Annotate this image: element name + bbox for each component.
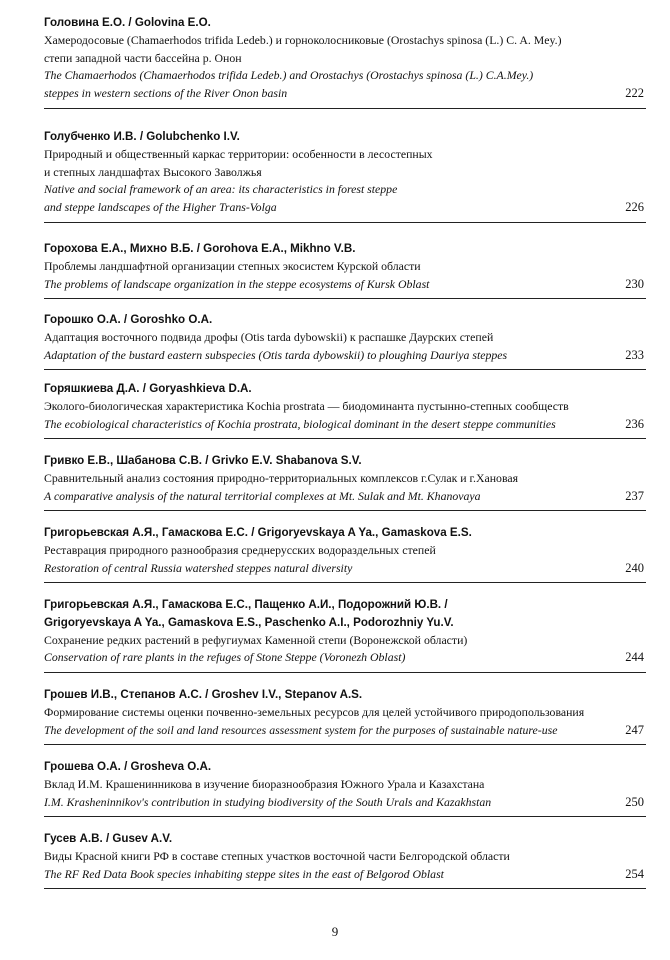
- toc-entry: [44, 14, 646, 109]
- entry-title-ru: Сохранение редких растений в рефугиумах Каменной степи (Воронежской области): [44, 632, 468, 647]
- entry-title-en: Native and social framework of an area: its characteristics in forest steppe: [44, 182, 398, 197]
- toc-entry: [44, 758, 646, 817]
- entry-title-en: steppes in western sections of the River Onon basin: [44, 86, 288, 101]
- toc-entry: [44, 311, 646, 370]
- entry-page-number: 240: [625, 560, 644, 575]
- entry-page-number: 222: [625, 86, 644, 101]
- entry-title-ru: Сравнительный анализ состояния природно-территориальных комплексов г.Сулак и г.Хановая: [44, 470, 519, 485]
- entry-title-en: The development of the soil and land resources assessment system for the purposes of sustainable nature-use: [44, 722, 558, 737]
- toc-entry: [44, 524, 646, 583]
- entry-page-number: 230: [625, 276, 644, 291]
- toc-entry: [44, 128, 646, 223]
- entry-title-en: Restoration of central Russia watershed steppes natural diversity: [44, 560, 353, 575]
- entry-title-en: I.M. Krasheninnikov's contribution in studying biodiversity of the South Urals and Kazakhstan: [44, 794, 492, 809]
- entry-authors: Грошева О.А. / Grosheva O.A.: [44, 760, 212, 773]
- entry-authors: Голубченко И.В. / Golubchenko I.V.: [44, 130, 240, 143]
- entry-page-number: 237: [625, 488, 644, 503]
- entry-page-number: 244: [625, 650, 644, 665]
- entry-title-ru: и степных ландшафтах Высокого Заволжья: [44, 164, 262, 179]
- toc-entry: [44, 452, 646, 511]
- entry-title-ru: Формирование системы оценки почвенно-земельных ресурсов для целей устойчивого природопользования: [44, 704, 585, 719]
- entry-authors: Грошев И.В., Степанов А.С. / Groshev I.V., Stepanov A.S.: [44, 688, 363, 701]
- entry-authors: Гусев А.В. / Gusev A.V.: [44, 832, 173, 845]
- entry-title-ru: Адаптация восточного подвида дрофы (Otis tarda dybowskii) к распашке Даурских степей: [44, 329, 494, 344]
- toc-entry: [44, 830, 646, 889]
- entry-page-number: 247: [625, 722, 644, 737]
- entry-authors: Григорьевская А.Я., Гамаскова Е.С., Пащенко А.И., Подорожний Ю.В. /: [44, 598, 448, 611]
- entry-title-en: The RF Red Data Book species inhabiting steppe sites in the east of Belgorod Oblast: [44, 866, 444, 881]
- entry-title-ru: Реставрация природного разнообразия среднерусских водораздельных степей: [44, 542, 436, 557]
- toc-entry: [44, 596, 646, 673]
- toc-entry: [44, 240, 646, 299]
- entry-title-en: The Chamaerhodos (Chamaerhodos trifida Ledeb.) and Orostachys (Orostachys spinosa (L.) C.A.Mey.): [44, 68, 534, 83]
- entry-title-ru: Эколого-биологическая характеристика Kochia prostrata — биодоминанта пустынно-степных сообществ: [44, 398, 569, 413]
- entry-title-en: The ecobiological characteristics of Kochia prostrata, biological dominant in the desert steppe communities: [44, 416, 556, 431]
- entry-title-ru: Природный и общественный каркас территории: особенности в лесостепных: [44, 146, 433, 161]
- entry-title-ru: Хамеродосовые (Chamaerhodos trifida Ledeb.) и горноколосниковые (Orostachys spinosa (L.) C. A. Mey.): [44, 32, 562, 47]
- page-number-footer: 9: [331, 924, 339, 939]
- entry-authors: Горохова Е.А., Михно В.Б. / Gorohova E.A., Mikhno V.B.: [44, 242, 356, 255]
- entry-page-number: 233: [625, 347, 644, 362]
- entry-title-en: and steppe landscapes of the Higher Trans-Volga: [44, 200, 277, 215]
- entry-page-number: 226: [625, 200, 644, 215]
- toc-entry: [44, 380, 646, 439]
- entry-authors: Горяшкиева Д.А. / Goryashkieva D.A.: [44, 382, 252, 395]
- entry-authors: Гривко Е.В., Шабанова С.В. / Grivko E.V. Shabanova S.V.: [44, 454, 362, 467]
- entry-title-ru: степи западной части бассейна р. Онон: [44, 50, 242, 65]
- entry-title-en: Conservation of rare plants in the refuges of Stone Steppe (Voronezh Oblast): [44, 650, 406, 665]
- entry-page-number: 250: [625, 794, 644, 809]
- entry-title-ru: Вклад И.М. Крашенинникова в изучение биоразнообразия Южного Урала и Казахстана: [44, 776, 485, 791]
- entry-title-ru: Виды Красной книги РФ в составе степных участков восточной части Белгородской области: [44, 848, 510, 863]
- entry-title-en: Adaptation of the bustard eastern subspecies (Otis tarda dybowskii) to ploughing Dauriya steppes: [44, 347, 508, 362]
- entry-title-en: A comparative analysis of the natural territorial complexes at Mt. Sulak and Mt. Khanovaya: [44, 488, 481, 503]
- entry-title-en: The problems of landscape organization in the steppe ecosystems of Kursk Oblast: [44, 276, 430, 291]
- entry-page-number: 236: [625, 416, 644, 431]
- entry-authors: Grigoryevskaya A Ya., Gamaskova E.S., Paschenko A.I., Podorozhniy Yu.V.: [44, 615, 454, 629]
- toc-entry: [44, 686, 646, 745]
- entry-page-number: 254: [625, 866, 644, 881]
- entry-authors: Головина Е.О. / Golovina E.O.: [44, 16, 211, 29]
- entry-title-ru: Проблемы ландшафтной организации степных экосистем Курской области: [44, 258, 421, 273]
- entry-authors: Горошко О.А. / Goroshko O.A.: [44, 313, 213, 326]
- entry-authors: Григорьевская А.Я., Гамаскова Е.С. / Grigoryevskaya A Ya., Gamaskova E.S.: [44, 526, 472, 539]
